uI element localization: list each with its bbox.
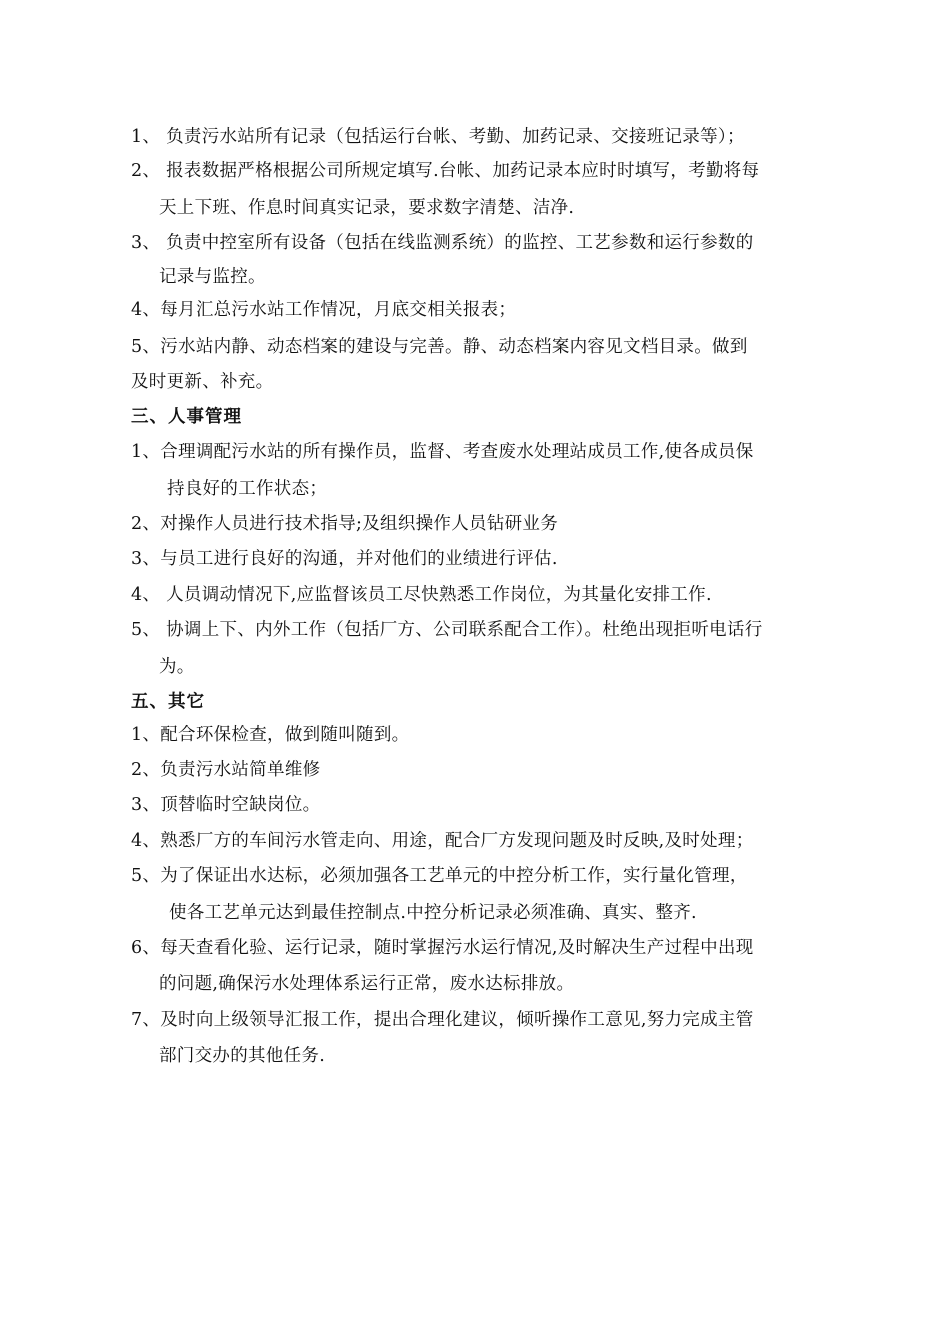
- duty-line-1: 1、 负责污水站所有记录（包括运行台帐、考勤、加药记录、交接班记录等）；: [131, 127, 745, 147]
- personnel-line-1: 1、合理调配污水站的所有操作员，监督、考查废水处理站成员工作,使各成员保: [131, 442, 754, 462]
- duty-line-3: 3、 负责中控室所有设备（包括在线监测系统）的监控、工艺参数和运行参数的: [131, 233, 754, 253]
- other-line-7-cont: 部门交办的其他任务.: [159, 1046, 326, 1066]
- other-line-6-cont: 的问题,确保污水处理体系运行正常，废水达标排放。: [159, 974, 575, 994]
- other-line-2: 2、负责污水站简单维修: [131, 760, 321, 780]
- duty-line-5: 5、污水站内静、动态档案的建设与完善。静、动态档案内容见文档目录。做到: [131, 337, 748, 357]
- other-line-5-cont: 使各工艺单元达到最佳控制点.中控分析记录必须准确、真实、整齐.: [169, 903, 697, 923]
- other-line-1: 1、配合环保检查，做到随叫随到。: [131, 725, 410, 745]
- section-heading-other: 五、其它: [131, 692, 205, 712]
- other-line-3: 3、顶替临时空缺岗位。: [131, 795, 321, 815]
- personnel-line-4: 4、 人员调动情况下,应监督该员工尽快熟悉工作岗位，为其量化安排工作.: [131, 585, 712, 605]
- duty-line-3-cont: 记录与监控。: [159, 267, 266, 287]
- duty-line-5-cont: 及时更新、补充。: [131, 372, 274, 392]
- personnel-line-3: 3、与员工进行良好的沟通，并对他们的业绩进行评估.: [131, 549, 558, 569]
- section-heading-personnel: 三、人事管理: [131, 407, 242, 427]
- other-line-6: 6、每天查看化验、运行记录，随时掌握污水运行情况,及时解决生产过程中出现: [131, 938, 754, 958]
- duty-line-2-cont: 天上下班、作息时间真实记录，要求数字清楚、洁净.: [159, 198, 575, 218]
- personnel-line-2: 2、对操作人员进行技术指导;及组织操作人员钻研业务: [131, 514, 559, 534]
- other-line-4: 4、熟悉厂方的车间污水管走向、用途，配合厂方发现问题及时反映,及时处理；: [131, 831, 754, 851]
- duty-line-2: 2、 报表数据严格根据公司所规定填写.台帐、加药记录本应时时填写，考勤将每: [131, 161, 760, 181]
- personnel-line-5-cont: 为。: [159, 657, 195, 677]
- other-line-5: 5、为了保证出水达标，必须加强各工艺单元的中控分析工作，实行量化管理，: [131, 866, 748, 886]
- personnel-line-5: 5、 协调上下、内外工作（包括厂方、公司联系配合工作）。杜绝出现拒听电话行: [131, 620, 763, 640]
- personnel-line-1-cont: 持良好的工作状态；: [167, 479, 328, 499]
- other-line-7: 7、及时向上级领导汇报工作，提出合理化建议，倾听操作工意见,努力完成主管: [131, 1010, 754, 1030]
- duty-line-4: 4、每月汇总污水站工作情况，月底交相关报表；: [131, 300, 517, 320]
